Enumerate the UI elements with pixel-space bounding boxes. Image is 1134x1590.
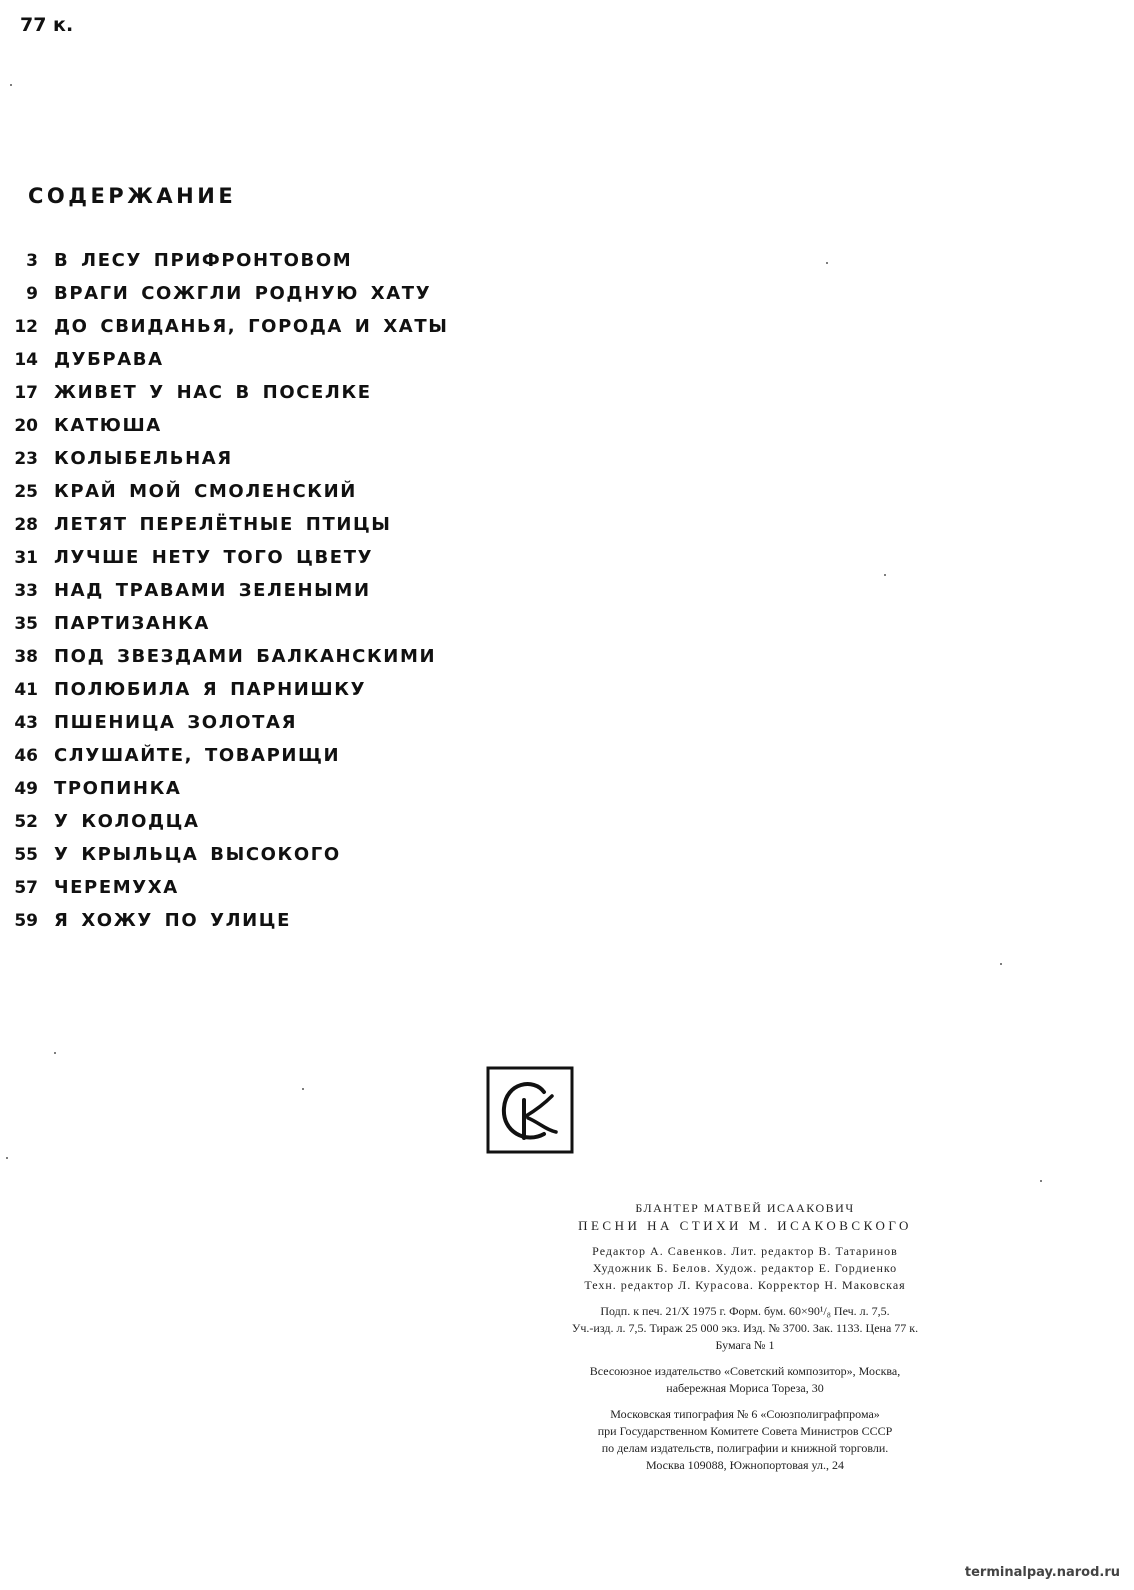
imprint-author: БЛАНТЕР МАТВЕЙ ИСААКОВИЧ — [635, 1201, 855, 1215]
scan-speck — [1000, 963, 1002, 965]
toc-entry — [0, 739, 470, 772]
toc-page-number: 33 — [14, 580, 38, 601]
toc-entry — [0, 673, 470, 706]
toc-song-title: НАД ТРАВАМИ ЗЕЛЕНЫМИ — [54, 580, 371, 601]
scan-speck — [10, 84, 12, 86]
watermark: terminalpay.narod.ru — [964, 1565, 1120, 1580]
toc-page-number: 3 — [26, 250, 38, 271]
toc-page-number: 38 — [14, 646, 38, 667]
toc-page-number: 31 — [14, 547, 38, 568]
imprint-book-title: ПЕСНИ НА СТИХИ М. ИСАКОВСКОГО — [578, 1218, 912, 1233]
price-label: 77 к. — [20, 14, 74, 36]
table-of-contents — [0, 244, 470, 937]
toc-entry — [0, 376, 470, 409]
toc-song-title: КАТЮША — [54, 415, 162, 436]
toc-song-title: У КРЫЛЬЦА ВЫСОКОГО — [54, 844, 341, 865]
toc-song-title: ЛУЧШЕ НЕТУ ТОГО ЦВЕТУ — [54, 547, 374, 568]
toc-entry — [0, 508, 470, 541]
toc-page-number: 59 — [14, 910, 38, 931]
toc-page-number: 49 — [14, 778, 38, 799]
imprint-printer-line: по делам издательств, полиграфии и книжной торговли. — [601, 1441, 889, 1455]
toc-entry — [0, 475, 470, 508]
toc-page-number: 23 — [14, 448, 38, 469]
toc-page-number: 55 — [14, 844, 38, 865]
imprint-printer-line: при Государственном Комитете Совета Министров СССР — [597, 1424, 893, 1438]
toc-entry — [0, 772, 470, 805]
toc-entry — [0, 310, 470, 343]
scan-speck — [6, 1157, 8, 1159]
toc-song-title: КРАЙ МОЙ СМОЛЕНСКИЙ — [54, 481, 357, 502]
toc-entry — [0, 541, 470, 574]
toc-entry — [0, 442, 470, 475]
toc-page-number: 25 — [14, 481, 38, 502]
toc-song-title: ПОЛЮБИЛА Я ПАРНИШКУ — [54, 679, 367, 700]
toc-song-title: ТРОПИНКА — [54, 778, 182, 799]
scan-speck — [54, 1052, 56, 1054]
toc-page-number: 17 — [14, 382, 38, 403]
imprint-publisher-line: набережная Мориса Тореза, 30 — [666, 1381, 824, 1395]
toc-song-title: У КОЛОДЦА — [54, 811, 200, 832]
toc-entry — [0, 277, 470, 310]
toc-entry — [0, 640, 470, 673]
toc-page-number: 20 — [14, 415, 38, 436]
toc-entry — [0, 871, 470, 904]
scan-speck — [1040, 1180, 1042, 1182]
imprint-block — [470, 1200, 1020, 1474]
toc-song-title: ПШЕНИЦА ЗОЛОТАЯ — [54, 712, 298, 733]
toc-song-title: ЛЕТЯТ ПЕРЕЛЁТНЫЕ ПТИЦЫ — [54, 514, 392, 535]
imprint-printer-line: Москва 109088, Южнопортовая ул., 24 — [645, 1458, 845, 1472]
imprint-publisher-line: Всесоюзное издательство «Советский композитор», Москва, — [589, 1364, 901, 1378]
toc-entry — [0, 409, 470, 442]
toc-page-number: 52 — [14, 811, 38, 832]
toc-page-number: 41 — [14, 679, 38, 700]
toc-song-title: ЖИВЕТ У НАС В ПОСЕЛКЕ — [54, 382, 372, 403]
scan-speck — [826, 262, 828, 264]
toc-page-number: 57 — [14, 877, 38, 898]
toc-entry — [0, 904, 470, 937]
toc-title: СОДЕРЖАНИЕ — [28, 184, 237, 208]
toc-song-title: ЧЕРЕМУХА — [54, 877, 179, 898]
toc-song-title: В ЛЕСУ ПРИФРОНТОВОМ — [54, 250, 353, 271]
imprint-print-line: Подп. к печ. 21/X 1975 г. Форм. бум. 60×90¹/₈ Печ. л. 7,5. — [600, 1304, 890, 1318]
toc-page-number: 9 — [26, 283, 38, 304]
scan-speck — [884, 574, 886, 576]
toc-song-title: Я ХОЖУ ПО УЛИЦЕ — [54, 910, 292, 931]
toc-song-title: СЛУШАЙТЕ, ТОВАРИЩИ — [54, 745, 341, 766]
toc-page-number: 12 — [14, 316, 38, 337]
toc-song-title: ПАРТИЗАНКА — [54, 613, 210, 634]
toc-entry — [0, 838, 470, 871]
imprint-print-line: Бумага № 1 — [715, 1338, 775, 1352]
toc-song-title: ДУБРАВА — [54, 349, 164, 370]
toc-song-title: КОЛЫБЕЛЬНАЯ — [54, 448, 233, 469]
toc-entry — [0, 805, 470, 838]
imprint-staff-line: Редактор А. Савенков. Лит. редактор В. Татаринов — [592, 1244, 898, 1258]
toc-page-number: 14 — [14, 349, 38, 370]
toc-entry — [0, 706, 470, 739]
imprint-printer-line: Московская типография № 6 «Союзполиграфпрома» — [610, 1407, 880, 1421]
imprint-staff-line: Техн. редактор Л. Курасова. Корректор Н. Маковская — [584, 1278, 906, 1292]
toc-page-number: 43 — [14, 712, 38, 733]
scan-speck — [302, 1088, 304, 1090]
toc-entry — [0, 574, 470, 607]
toc-page-number: 28 — [14, 514, 38, 535]
toc-entry — [0, 607, 470, 640]
toc-entry — [0, 244, 470, 277]
toc-song-title: ВРАГИ СОЖГЛИ РОДНУЮ ХАТУ — [54, 283, 432, 304]
toc-page-number: 35 — [14, 613, 38, 634]
sovetsky-kompozitor-logo-icon — [486, 1066, 574, 1154]
imprint-staff-line: Художник Б. Белов. Худож. редактор Е. Гордиенко — [592, 1261, 898, 1275]
toc-entry — [0, 343, 470, 376]
toc-song-title: ДО СВИДАНЬЯ, ГОРОДА И ХАТЫ — [54, 316, 449, 337]
toc-page-number: 46 — [14, 745, 38, 766]
imprint-print-line: Уч.-изд. л. 7,5. Тираж 25 000 экз. Изд. № 3700. Зак. 1133. Цена 77 к. — [571, 1321, 919, 1335]
toc-song-title: ПОД ЗВЕЗДАМИ БАЛКАНСКИМИ — [54, 646, 437, 667]
